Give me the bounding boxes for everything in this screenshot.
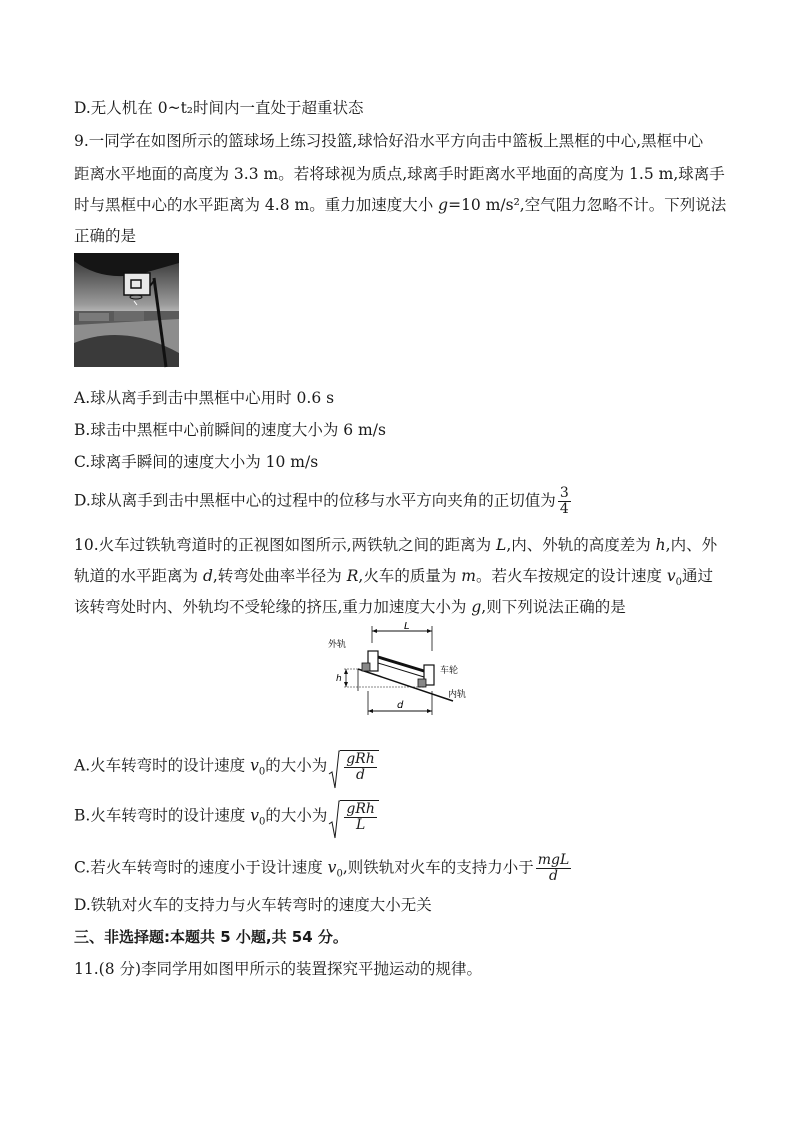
diagram-label-wheel: 车轮 — [440, 666, 459, 676]
fraction-three-quarters: $\frac{3}{4}$ — [559, 485, 569, 517]
section-heading: 三、非选择题:本题共 5 小题,共 54 分。 — [74, 928, 348, 946]
q9-stem-line-4: 正确的是 — [74, 227, 137, 245]
q10-stem-line-1: 10.火车过铁轨弯道时的正视图如图所示,两铁轨之间的距离为 L,内、外轨的高度差为 h,内、外 — [74, 536, 718, 554]
basketball-court-photo — [74, 253, 179, 367]
diagram-label-outer-rail: 外轨 — [328, 640, 347, 650]
q8-option-d: D.无人机在 0~t₂时间内一直处于超重状态 — [74, 99, 364, 117]
q10-option-d: D.铁轨对火车的支持力与火车转弯时的速度大小无关 — [74, 896, 432, 914]
q9-stem-line-2: 距离水平地面的高度为 3.3 m。若将球视为质点,球离手时距离水平地面的高度为 1.5 m,球离手 — [74, 165, 725, 183]
q10-option-a: A.火车转弯时的设计速度 $v_0$的大小为 $\frac{\text{gRh}}{d}$ — [74, 750, 379, 783]
sqrt-expression-a: $\frac{\text{gRh}}{d}$ — [329, 750, 379, 783]
q9-stem-line-3: 时与黑框中心的水平距离为 4.8 m。重力加速度大小 g=10 m/s²,空气阻力忽略不计。下列说法 — [74, 196, 727, 214]
fraction-mgL-over-d: $\frac{\text{mgL}}{d}$ — [537, 852, 570, 884]
q10-stem-line-3: 该转弯处时内、外轨均不受轮缘的挤压,重力加速度大小为 g,则下列说法正确的是 — [74, 598, 626, 616]
diagram-label-inner-rail: 内轨 — [448, 690, 467, 700]
q9-option-b: B.球击中黑框中心前瞬间的速度大小为 6 m/s — [74, 421, 386, 439]
q9-stem-line-1: 9.一同学在如图所示的篮球场上练习投篮,球恰好沿水平方向击中篮板上黑框的中心,黑框中心 — [74, 132, 704, 150]
rail-curve-diagram — [328, 621, 467, 721]
q10-stem-line-2: 轨道的水平距离为 d,转弯处曲率半径为 R,火车的质量为 m。若火车按规定的设计速度 $v_0$通过 — [74, 567, 714, 589]
diagram-label-d: d — [397, 700, 404, 711]
diagram-label-L: L — [404, 621, 410, 632]
sqrt-expression-b: $\frac{\text{gRh}}{L}$ — [329, 800, 379, 833]
diagram-label-h: h — [336, 674, 342, 684]
q9-option-a: A.球从离手到击中黑框中心用时 0.6 s — [74, 389, 335, 407]
q11-stem: 11.(8 分)李同学用如图甲所示的装置探究平抛运动的规律。 — [74, 960, 483, 978]
q10-option-b: B.火车转弯时的设计速度 $v_0$的大小为 $\frac{\text{gRh}}{L}$ — [74, 800, 379, 833]
q9-option-c: C.球离手瞬间的速度大小为 10 m/s — [74, 453, 319, 471]
q9-option-d: D.球从离手到击中黑框中心的过程中的位移与水平方向夹角的正切值为 $\frac{3}{4}$ — [74, 485, 569, 517]
q10-option-c: C.若火车转弯时的速度小于设计速度 $v_0$,则铁轨对火车的支持力小于 $\frac{\text{mgL}}{d}$ — [74, 852, 570, 884]
